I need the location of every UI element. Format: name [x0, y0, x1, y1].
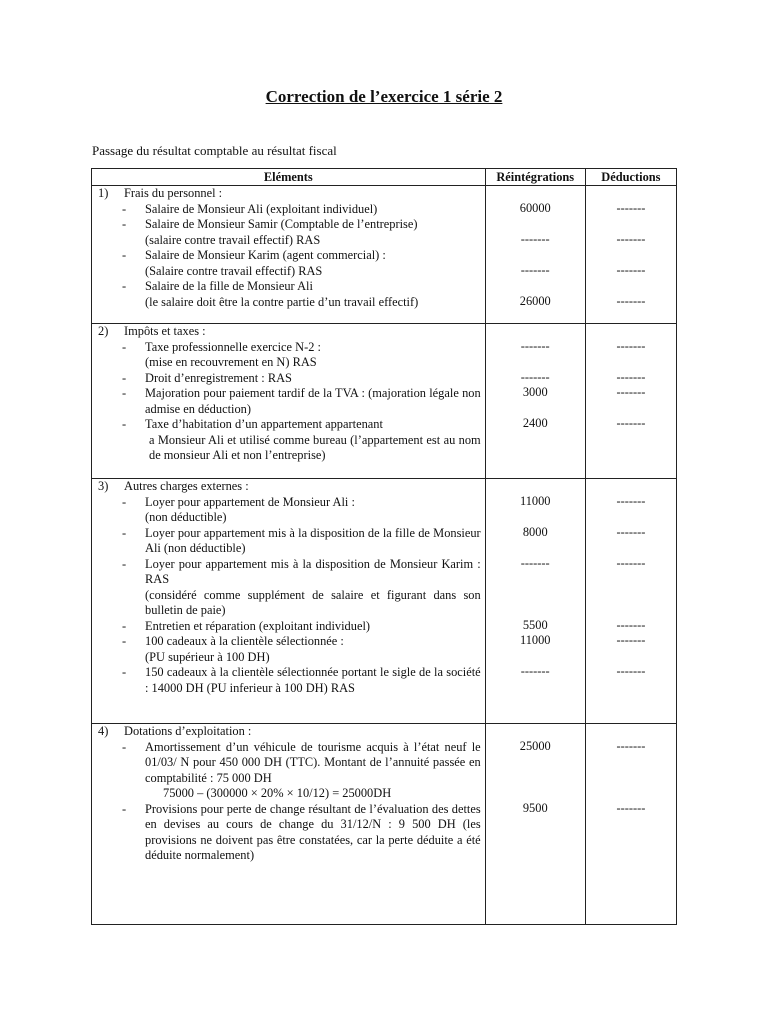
value-cell: -------: [616, 232, 646, 246]
section-1-title: 1) Frais du personnel :: [98, 186, 223, 200]
section-2-elements: [92, 324, 486, 479]
value-cell: -------: [616, 739, 646, 753]
value-cell: -------: [616, 525, 646, 539]
list-item: - Salaire de la fille de Monsieur Ali: [122, 279, 313, 293]
value-cell: 8000: [522, 525, 548, 539]
page-subtitle: Passage du résultat comptable au résultat fiscal: [92, 143, 337, 158]
section-4-title: 4) Dotations d’exploitation :: [98, 724, 252, 738]
section-3-reintegrations: [485, 479, 585, 724]
section-4-deductions: [585, 724, 676, 925]
value-cell: 3000: [522, 385, 548, 399]
list-item-note: (Salaire contre travail effectif) RAS: [145, 263, 323, 278]
value-cell: -------: [520, 556, 550, 570]
value-cell: -------: [520, 339, 550, 353]
page-title: Correction de l’exercice 1 série 2: [265, 87, 503, 106]
list-item: - Amortissement d’un véhicule de tourisme acquis à l’état neuf le 01/03/ N pour 450 000 DH (TTC). Montant de l’annuité passée en comptabilité : 75 000 DH: [122, 739, 481, 785]
value-cell: 2400: [522, 416, 548, 430]
section-3-deductions: [585, 479, 676, 724]
value-cell: 26000: [519, 294, 551, 308]
value-cell: -------: [616, 494, 646, 508]
value-cell: -------: [616, 664, 646, 678]
list-item-note: (PU supérieur à 100 DH): [145, 649, 270, 664]
section-1-elements: [92, 186, 486, 324]
value-cell: -------: [616, 201, 646, 215]
section-3-title: 3) Autres charges externes :: [98, 479, 249, 493]
value-cell: -------: [616, 263, 646, 277]
list-item: - Taxe professionnelle exercice N-2 :: [122, 339, 321, 354]
section-1-deductions: [585, 186, 676, 324]
list-item: - Provisions pour perte de change résultant de l’évaluation des dettes en devises au cours de change du 31/12/N : 9 500 DH (les provisions ne doivent pas être constatées, car la perte déduite a été déduite normalement): [122, 801, 481, 862]
list-item: - 100 cadeaux à la clientèle sélectionnée :: [122, 634, 344, 648]
list-item: - Entretien et réparation (exploitant individuel): [122, 618, 371, 633]
value-cell: -------: [616, 339, 646, 353]
header-deductions: Déductions: [585, 169, 676, 186]
value-cell: -------: [520, 263, 550, 277]
value-cell: -------: [520, 664, 550, 678]
value-cell: -------: [616, 294, 646, 308]
section-3-elements: [92, 479, 486, 724]
value-cell: -------: [616, 385, 646, 399]
table-row-section-2: [92, 324, 677, 479]
section-4-reintegrations: [485, 724, 585, 925]
section-2-title: 2) Impôts et taxes :: [98, 324, 206, 338]
list-item: - Droit d’enregistrement : RAS: [122, 370, 292, 385]
list-item: - Salaire de Monsieur Karim (agent commercial) :: [122, 248, 386, 262]
value-cell: 9500: [522, 801, 548, 815]
table-row-section-4: [92, 724, 677, 925]
value-cell: -------: [616, 801, 646, 815]
value-cell: -------: [520, 370, 550, 384]
list-item: - Loyer pour appartement mis à la disposition de Monsieur Karim : RAS: [122, 556, 481, 586]
value-cell: -------: [520, 232, 550, 246]
list-item-note: (le salaire doit être la contre partie d’un travail effectif): [145, 294, 419, 309]
section-4-elements: [92, 724, 486, 925]
section-2-reintegrations: [485, 324, 585, 479]
section-2-deductions: [585, 324, 676, 479]
list-item-note: 75000 – (300000 × 20% × 10/12) = 25000DH: [163, 786, 392, 800]
list-item-note: (non déductible): [145, 510, 227, 524]
value-cell: 25000: [519, 739, 551, 753]
value-cell: -------: [616, 370, 646, 384]
table-row-section-1: [92, 186, 677, 324]
header-reintegrations: Réintégrations: [485, 169, 585, 186]
section-1-reintegrations: [485, 186, 585, 324]
list-item-note: (salaire contre travail effectif) RAS: [145, 232, 321, 247]
list-item-note: (considéré comme supplément de salaire et figurant dans son bulletin de paie): [145, 587, 481, 617]
value-cell: -------: [616, 633, 646, 647]
value-cell: -------: [616, 416, 646, 430]
value-cell: -------: [616, 618, 646, 632]
list-item: - Loyer pour appartement de Monsieur Ali :: [122, 494, 355, 509]
fiscal-table: [91, 168, 677, 925]
table-row-section-3: [92, 479, 677, 724]
table-header-row: [92, 169, 677, 186]
header-elements: Eléments: [92, 169, 486, 186]
list-item-note: a Monsieur Ali et utilisé comme bureau (l’appartement est au nom de monsieur Ali et non l’entreprise): [149, 432, 481, 462]
list-item-note: (mise en recouvrement en N) RAS: [145, 355, 317, 369]
value-cell: 11000: [519, 494, 551, 508]
list-item: - Salaire de Monsieur Samir (Comptable de l’entreprise): [122, 217, 418, 231]
value-cell: 5500: [522, 618, 548, 632]
value-cell: 11000: [519, 633, 551, 647]
list-item: - 150 cadeaux à la clientèle sélectionnée portant le sigle de la société : 14000 DH (PU inferieur à 100 DH) RAS: [122, 665, 481, 695]
value-cell: 60000: [519, 201, 551, 215]
list-item: - Loyer pour appartement mis à la disposition de la fille de Monsieur Ali (non déductible): [122, 525, 481, 555]
list-item: - Majoration pour paiement tardif de la TVA : (majoration légale non admise en déduction): [122, 386, 481, 416]
value-cell: -------: [616, 556, 646, 570]
list-item: - Salaire de Monsieur Ali (exploitant individuel): [122, 201, 378, 216]
list-item: - Taxe d’habitation d’un appartement appartenant: [122, 417, 383, 431]
